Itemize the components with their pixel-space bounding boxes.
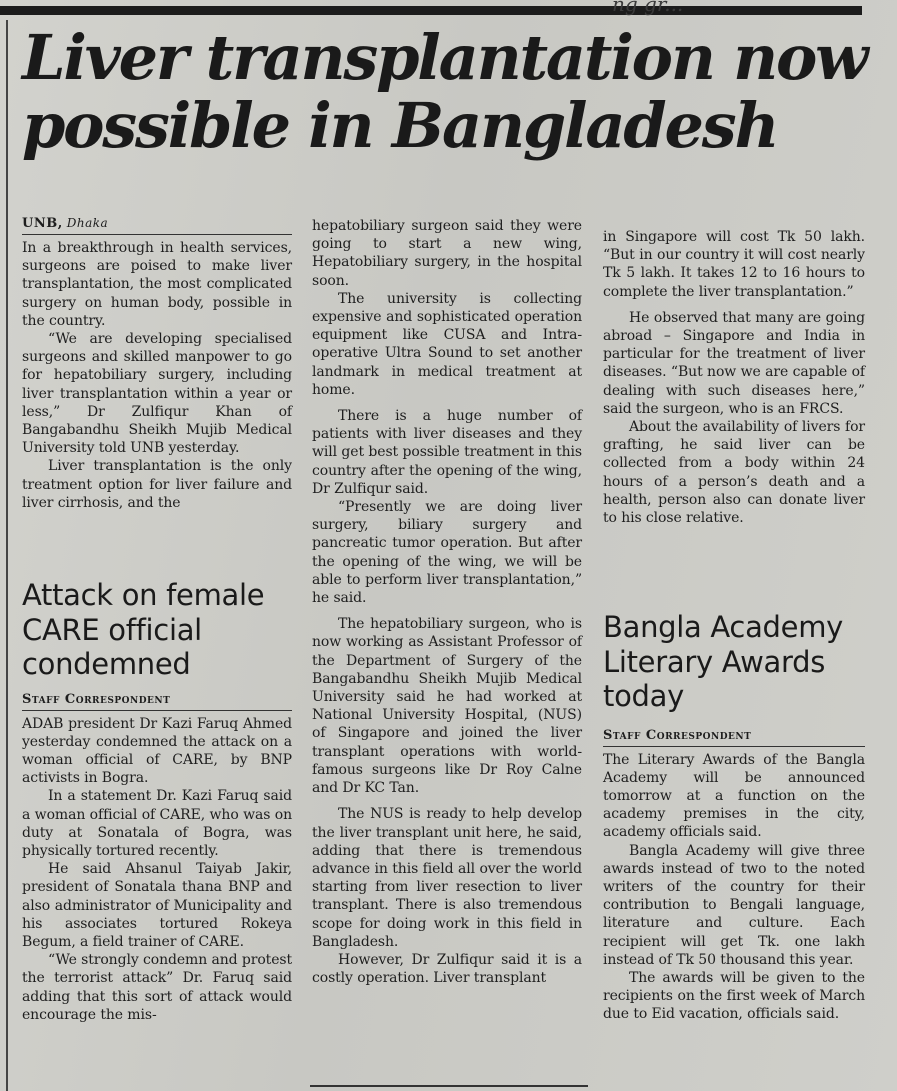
byline-rule (22, 234, 292, 235)
byline-rule (603, 746, 865, 747)
care-byline: Staff Correspondent (22, 691, 171, 707)
byline-rule (22, 710, 292, 711)
care-headline: Attack on female CARE official condemned (22, 578, 265, 681)
care-paragraph: He said Ahsanul Taiyab Jakir, president of Sonatala thana BNP and also administrator of Municipality and his associates tortured Rokeya Begum, a field trainer of CARE. (22, 861, 292, 950)
lead-story-column-2 (312, 217, 582, 987)
lead-paragraph: “We are developing specialised surgeons and skilled manpower to go for hepatobiliary surgery, including liver transplantation within a year or less,” Dr Zulfiqur Khan of Bangabandhu Sheikh Mujib Medical University told UNB yesterday. (22, 331, 292, 457)
lead-paragraph: The NUS is ready to help develop the liver transplant unit here, he said, adding that there is tremendous advance in this field all over the world starting from liver resection to liver transplant. There is also tremendous scope for doing work in this field in Bangladesh. (312, 806, 582, 950)
care-paragraph: In a statement Dr. Kazi Faruq said a woman official of CARE, who was on duty at Sonatala of Bogra, was physically tortured recently. (22, 788, 292, 859)
lead-paragraph: hepatobiliary surgeon said they were going to start a new wing, Hepatobiliary surgery, in the hospital soon. (312, 218, 582, 289)
top-rule (0, 6, 862, 15)
byline-dateline: Dhaka (66, 216, 109, 230)
lead-byline (22, 216, 292, 231)
byline-agency: UNB, (22, 216, 63, 231)
academy-byline: Staff Correspondent (603, 727, 752, 743)
lead-story-column-1 (22, 216, 292, 512)
lead-paragraph: The university is collecting expensive and sophisticated operation equipment like CUSA and Intra-operative Ultra Sound to set another landmark in medical treatment at home. (312, 290, 582, 398)
column-rule-left (6, 20, 8, 1091)
lead-paragraph: He observed that many are going abroad – Singapore and India in particular for the treatment of liver diseases. “But now we are capable of dealing with such diseases here,” said the surgeon, who is an FRCS. (603, 309, 865, 417)
corner-text: ng gr... (612, 0, 684, 16)
lead-story-column-3 (603, 228, 865, 527)
bottom-rule (310, 1085, 588, 1087)
academy-headline: Bangla Academy Literary Awards today (603, 610, 844, 713)
care-paragraph: ADAB president Dr Kazi Faruq Ahmed yesterday condemned the attack on a woman official of CARE, by BNP activists in Bogra. (22, 715, 292, 787)
lead-paragraph: There is a huge number of patients with liver diseases and they will get best possible treatment in this country after the opening of the wing, Dr Zulfiqur said. (312, 408, 582, 497)
main-headline: Liver transplantation now possible in Bangladesh (22, 21, 867, 162)
academy-paragraph: Bangla Academy will give three awards instead of two to the noted writers of the country for their contribution to Bengali language, literature and culture. Each recipient will get Tk. one lakh instead of Tk 50 thousand this year. (603, 842, 865, 968)
academy-paragraph: The Literary Awards of the Bangla Academy will be announced tomorrow at a function on the academy premises in the city, academy officials said. (603, 751, 865, 841)
care-story (22, 578, 292, 1024)
lead-paragraph: In a breakthrough in health services, surgeons are poised to make liver transplantation, the most complicated surgery on human body, possible in the country. (22, 240, 292, 329)
lead-paragraph: “Presently we are doing liver surgery, biliary surgery and pancreatic tumor operation. But after the opening of the wing, we will be able to perform liver transplantation,” he said. (312, 499, 582, 607)
lead-paragraph: Liver transplantation is the only treatment option for liver failure and liver cirrhosis, and the (22, 458, 292, 511)
academy-story (603, 610, 865, 1024)
academy-paragraph: The awards will be given to the recipients on the first week of March due to Eid vacation, officials said. (603, 969, 865, 1023)
care-paragraph: “We strongly condemn and protest the terrorist attack” Dr. Faruq said adding that this sort of attack would encourage the mis- (22, 952, 292, 1023)
lead-paragraph: in Singapore will cost Tk 50 lakh. “But in our country it will cost nearly Tk 5 lakh. It takes 12 to 16 hours to complete the liver transplantation.” (603, 229, 865, 300)
lead-paragraph: However, Dr Zulfiqur said it is a costly operation. Liver transplant (312, 951, 582, 987)
lead-paragraph: The hepatobiliary surgeon, who is now working as Assistant Professor of the Department of Surgery of the Bangabandhu Sheikh Mujib Medical University said he had worked at National University Hospital, (NUS) of Singapore and joined the liver transplant operations with world-famous surgeons like Dr Roy Calne and Dr KC Tan. (312, 616, 582, 797)
lead-paragraph: About the availability of livers for grafting, he said liver can be collected from a body within 24 hours of a person’s death and a health, person also can donate liver to his close relative. (603, 419, 865, 527)
